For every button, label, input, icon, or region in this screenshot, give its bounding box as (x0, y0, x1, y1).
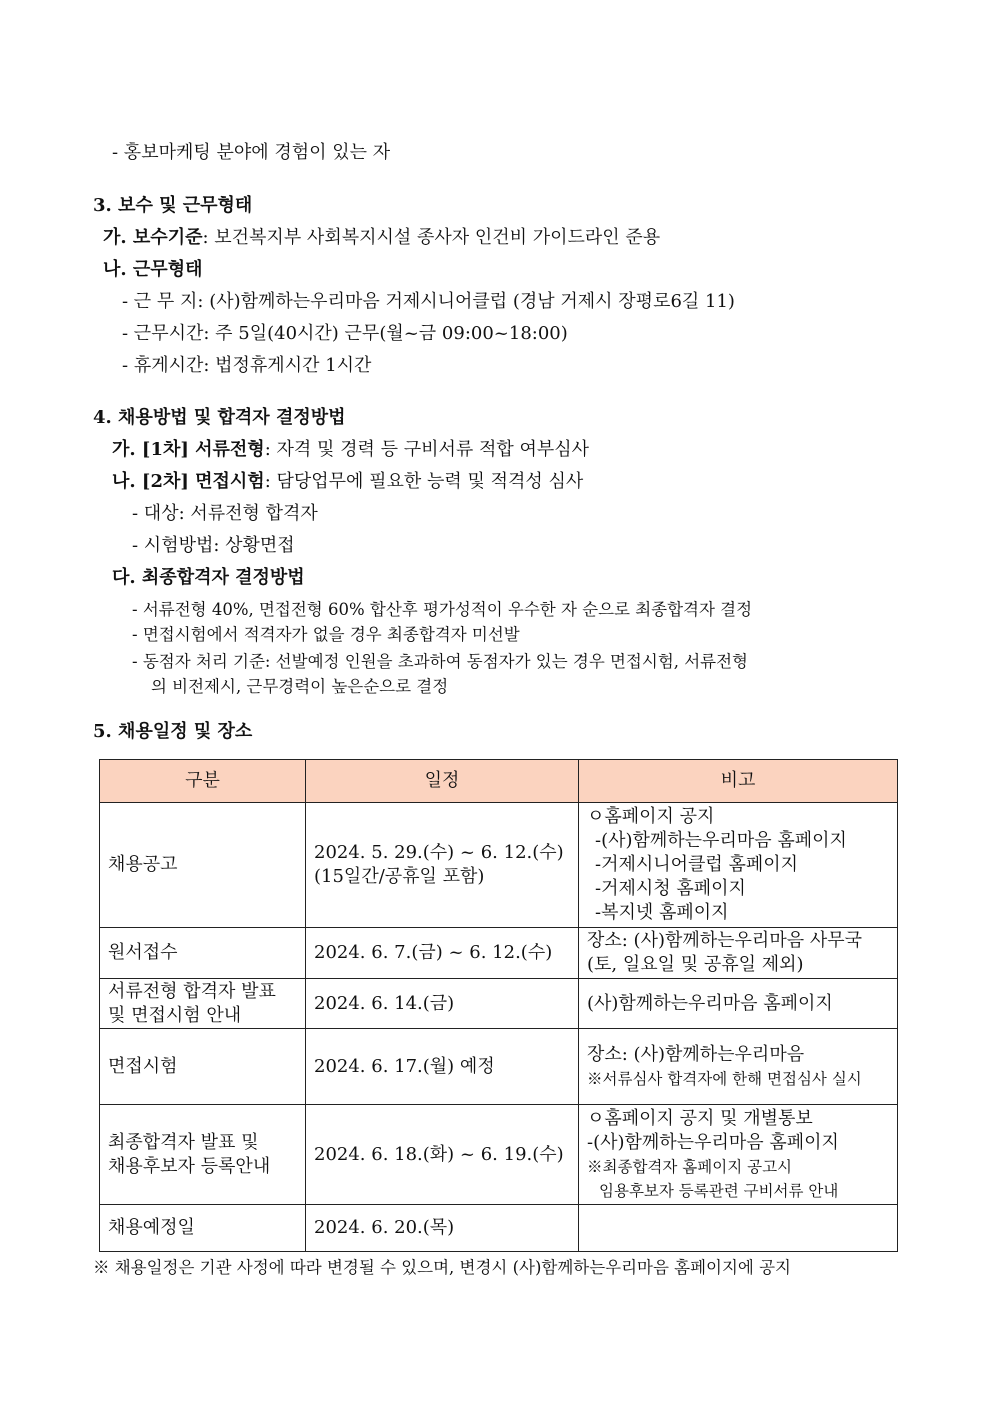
column-header: 비고 (579, 760, 898, 803)
text-line: - 휴게시간: 법정휴게시간 1시간 (122, 355, 372, 376)
category-cell: 서류전형 합격자 발표 및 면접시험 안내 (100, 979, 306, 1029)
item-label: 가. [1차] 서류전형 (112, 439, 265, 460)
schedule-table (99, 759, 898, 1252)
text-line: - 대상: 서류전형 합격자 (132, 503, 318, 524)
text-line: 의 비전제시, 근무경력이 높은순으로 결정 (151, 677, 449, 696)
table-row (100, 928, 898, 979)
date-cell: 2024. 6. 20.(목) (306, 1205, 579, 1252)
text-line: - 근 무 지: (사)함께하는우리마음 거제시니어클럽 (경남 거제시 장평로6길 11) (122, 291, 735, 312)
text-line: - 동점자 처리 기준: 선발예정 인원을 초과하여 동점자가 있는 경우 면접시험, 서류전형 (132, 652, 748, 671)
table-row (100, 979, 898, 1029)
text-line (112, 439, 589, 461)
text-line: - 서류전형 40%, 면접전형 60% 합산후 평가성적이 우수한 자 순으로 최종합격자 결정 (132, 600, 753, 619)
category-cell: 채용공고 (100, 803, 306, 928)
date-cell: 2024. 6. 18.(화) ~ 6. 19.(수) (306, 1105, 579, 1205)
note-cell (579, 1205, 898, 1252)
date-cell: 2024. 6. 7.(금) ~ 6. 12.(수) (306, 928, 579, 979)
item-label: 가. 보수기준 (103, 227, 203, 248)
column-header: 일정 (306, 760, 579, 803)
table-row (100, 803, 898, 928)
table-row (100, 1105, 898, 1205)
footnote: ※ 채용일정은 기관 사정에 따라 변경될 수 있으며, 변경시 (사)함께하는우리마음 홈페이지에 공지 (93, 1258, 791, 1277)
note-cell: 장소: (사)함께하는우리마음 ※서류심사 합격자에 한해 면접심사 실시 (579, 1029, 898, 1105)
category-cell: 원서접수 (100, 928, 306, 979)
note-cell: ㅇ홈페이지 공지 및 개별통보 -(사)함께하는우리마음 홈페이지 ※최종합격자 홈페이지 공고시 임용후보자 등록관련 구비서류 안내 (579, 1105, 898, 1205)
date-cell: 2024. 5. 29.(수) ~ 6. 12.(수) (15일간/공휴일 포함) (306, 803, 579, 928)
item-label: 나. [2차] 면접시험 (112, 471, 265, 492)
item-text: : 보건복지부 사회복지시설 종사자 인건비 가이드라인 준용 (202, 227, 661, 248)
column-header: 구분 (100, 760, 306, 803)
item-text: : 자격 및 경력 등 구비서류 적합 여부심사 (264, 439, 590, 460)
text-line (103, 227, 660, 249)
text-line: - 시험방법: 상황면접 (132, 535, 295, 556)
date-cell: 2024. 6. 17.(월) 예정 (306, 1029, 579, 1105)
note-cell: (사)함께하는우리마음 홈페이지 (579, 979, 898, 1029)
category-cell: 면접시험 (100, 1029, 306, 1105)
item-text: : 담당업무에 필요한 능력 및 적격성 심사 (264, 471, 584, 492)
table-row (100, 1029, 898, 1105)
text-line (112, 471, 583, 493)
date-cell: 2024. 6. 14.(금) (306, 979, 579, 1029)
category-cell: 채용예정일 (100, 1205, 306, 1252)
section-heading-4: 4. 채용방법 및 합격자 결정방법 (93, 407, 346, 428)
section-heading-5: 5. 채용일정 및 장소 (93, 721, 253, 742)
category-cell: 최종합격자 발표 및 채용후보자 등록안내 (100, 1105, 306, 1205)
text-line: - 홍보마케팅 분야에 경험이 있는 자 (112, 142, 391, 163)
note-cell: 장소: (사)함께하는우리마음 사무국 (토, 일요일 및 공휴일 제외) (579, 928, 898, 979)
subsection-heading: 나. 근무형태 (103, 259, 203, 280)
text-line: - 근무시간: 주 5일(40시간) 근무(월~금 09:00~18:00) (122, 323, 568, 344)
note-cell: ㅇ홈페이지 공지 -(사)함께하는우리마음 홈페이지 -거제시니어클럽 홈페이지 -거제시청 홈페이지 -복지넷 홈페이지 (579, 803, 898, 928)
table-row (100, 1205, 898, 1252)
text-line: - 면접시험에서 적격자가 없을 경우 최종합격자 미선발 (132, 625, 520, 644)
subsection-heading: 다. 최종합격자 결정방법 (112, 567, 305, 588)
table-header-row (100, 760, 898, 803)
section-heading-3: 3. 보수 및 근무형태 (93, 195, 253, 216)
